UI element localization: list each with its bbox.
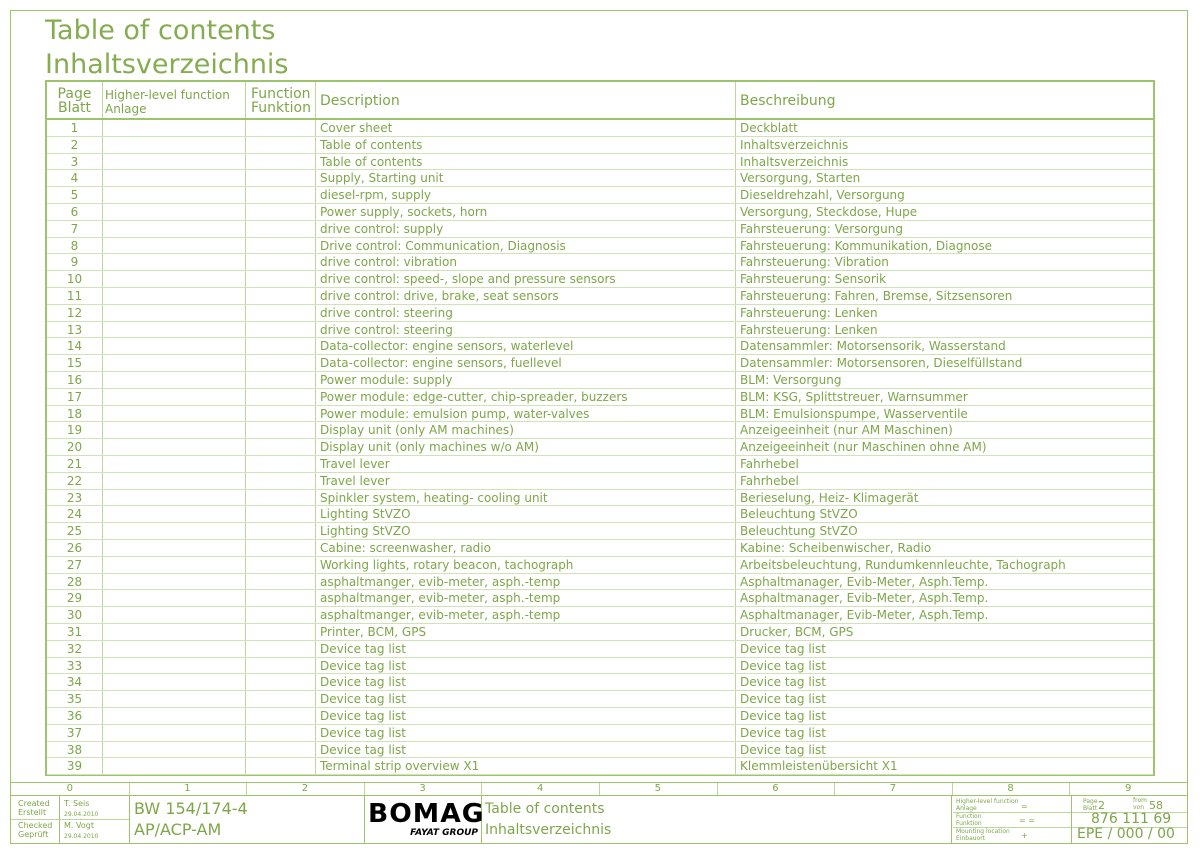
row-beschreibung: Fahrhebel xyxy=(740,473,799,488)
hlf-label-de: Anlage xyxy=(956,805,977,812)
row-description: Device tag list xyxy=(320,692,406,707)
row-page-number: 4 xyxy=(70,171,79,186)
row-page-number: 7 xyxy=(70,221,79,236)
row-beschreibung: Fahrsteuerung: Versorgung xyxy=(740,221,903,236)
sheet-title-de: Inhaltsverzeichnis xyxy=(485,822,612,838)
column-number: 3 xyxy=(419,783,426,794)
bomag-logo xyxy=(366,800,486,840)
table-row xyxy=(47,557,1153,574)
row-page-number: 33 xyxy=(66,658,83,673)
column-number-divider xyxy=(717,783,718,795)
table-row xyxy=(47,154,1153,171)
column-number: 1 xyxy=(184,783,191,794)
column-number-divider xyxy=(952,783,953,795)
column-number: 2 xyxy=(301,783,309,794)
created-date: 29.04.2010 xyxy=(64,811,99,818)
table-row xyxy=(47,422,1153,439)
column-number-divider xyxy=(1069,783,1070,795)
row-description: Printer, BCM, GPS xyxy=(320,625,427,639)
row-page-number: 20 xyxy=(66,440,83,455)
row-page-number: 34 xyxy=(66,675,83,690)
created-label-de: Erstellt xyxy=(18,808,47,817)
row-description: Power module: supply xyxy=(320,373,453,387)
row-page-number: 5 xyxy=(70,188,79,203)
row-page-number: 28 xyxy=(66,574,83,589)
column-number: 8 xyxy=(1007,783,1014,794)
table-row xyxy=(47,691,1153,708)
row-page-number: 27 xyxy=(66,557,83,572)
column-number-divider xyxy=(129,783,130,795)
row-page-number: 26 xyxy=(66,541,83,555)
row-description: drive control: speed-, slope and pressure sensors xyxy=(320,272,616,287)
table-row xyxy=(47,254,1153,271)
checked-label-de: Geprüft xyxy=(18,830,49,839)
header-page-de: Blatt xyxy=(57,100,92,116)
row-description: Data-collector: engine sensors, fuellevel xyxy=(320,356,562,371)
row-description: Display unit (only AM machines) xyxy=(320,423,514,438)
table-row xyxy=(47,624,1153,641)
table-row xyxy=(47,439,1153,456)
row-beschreibung: Device tag list xyxy=(740,675,826,690)
table-row xyxy=(47,221,1153,238)
page-title-de: Inhaltsverzeichnis xyxy=(45,49,289,80)
header-hlf-de: Anlage xyxy=(105,102,147,116)
loc-label-en: Mounting location xyxy=(956,828,1010,835)
table-row xyxy=(47,473,1153,490)
row-beschreibung: Datensammler: Motorsensoren, Dieselfüllstand xyxy=(740,356,1023,371)
table-row xyxy=(47,540,1153,557)
row-page-number: 30 xyxy=(66,608,83,623)
page-value: 2 xyxy=(1098,799,1105,812)
header-func-en: Function xyxy=(251,86,311,102)
table-row xyxy=(47,238,1153,255)
created-by: T. Seis xyxy=(64,799,90,808)
from-label-de: von xyxy=(1133,804,1145,811)
row-description: Travel lever xyxy=(320,473,390,488)
table-row xyxy=(47,170,1153,187)
column-number: 9 xyxy=(1125,783,1132,794)
row-description: Device tag list xyxy=(320,658,406,673)
hlf-label-en: Higher-level function xyxy=(956,798,1019,805)
row-page-number: 36 xyxy=(66,709,83,723)
table-row xyxy=(47,338,1153,355)
row-page-number: 2 xyxy=(70,137,79,152)
table-row xyxy=(47,288,1153,305)
header-description: Description xyxy=(320,93,400,109)
column-number: 6 xyxy=(772,783,779,794)
row-page-number: 21 xyxy=(66,457,83,471)
footer-divider xyxy=(1071,796,1072,843)
table-row xyxy=(47,372,1153,389)
sheet-title-en: Table of contents xyxy=(485,801,605,817)
footer-hline xyxy=(11,819,129,820)
row-description: drive control: drive, brake, seat sensors xyxy=(320,289,559,303)
row-description: Power module: edge-cutter, chip-spreader, buzzers xyxy=(320,389,628,404)
table-row xyxy=(47,490,1153,507)
row-beschreibung: Drucker, BCM, GPS xyxy=(740,625,854,639)
header-higher-level-function xyxy=(105,88,230,124)
row-description: Table of contents xyxy=(320,154,423,169)
row-beschreibung: Fahrsteuerung: Fahren, Bremse, Sitzsensoren xyxy=(740,289,1013,303)
table-row xyxy=(47,322,1153,339)
row-beschreibung: Fahrsteuerung: Lenken xyxy=(740,322,878,337)
column-number: 5 xyxy=(654,783,661,794)
row-page-number: 22 xyxy=(66,473,83,488)
row-beschreibung: Fahrsteuerung: Kommunikation, Diagnose xyxy=(740,238,993,253)
from-label-en: from xyxy=(1133,797,1147,804)
table-row xyxy=(47,506,1153,523)
toc-table xyxy=(45,80,1155,776)
row-beschreibung: Asphaltmanager, Evib-Meter, Asph.Temp. xyxy=(740,608,989,623)
column-number-divider xyxy=(246,783,247,795)
row-beschreibung: Berieselung, Heiz- Klimagerät xyxy=(740,490,919,505)
row-beschreibung: Device tag list xyxy=(740,725,826,740)
row-page-number: 39 xyxy=(66,759,83,774)
header-function xyxy=(251,87,311,123)
row-description: drive control: supply xyxy=(320,221,444,236)
footer-divider xyxy=(129,796,130,843)
column-number-divider xyxy=(364,783,365,795)
row-description: Table of contents xyxy=(320,137,423,152)
header-beschreibung: Beschreibung xyxy=(740,93,836,109)
row-beschreibung: Arbeitsbeleuchtung, Rundumkennleuchte, Tachograph xyxy=(740,557,1066,572)
header-func-de: Funktion xyxy=(251,100,311,116)
row-beschreibung: Deckblatt xyxy=(740,121,798,135)
model-name: BW 154/174-4 xyxy=(134,799,248,818)
row-beschreibung: Versorgung, Steckdose, Hupe xyxy=(740,205,918,219)
row-beschreibung: Inhaltsverzeichnis xyxy=(740,137,849,152)
row-page-number: 32 xyxy=(66,641,83,656)
row-page-number: 18 xyxy=(66,406,83,421)
row-beschreibung: Beleuchtung StVZO xyxy=(740,524,858,539)
column-number-divider xyxy=(481,783,482,795)
row-description: Drive control: Communication, Diagnosis xyxy=(320,238,566,253)
table-row xyxy=(47,590,1153,607)
loc-label-de: Einbauort xyxy=(956,835,986,842)
header-page xyxy=(47,87,102,123)
row-beschreibung: BLM: KSG, Splittstreuer, Warnsummer xyxy=(740,389,968,404)
table-header xyxy=(47,82,1153,120)
column-number: 4 xyxy=(537,783,544,794)
row-beschreibung: Beleuchtung StVZO xyxy=(740,507,858,522)
row-page-number: 35 xyxy=(66,692,83,707)
page-label-en: Page xyxy=(1083,798,1098,805)
row-description: Working lights, rotary beacon, tachograph xyxy=(320,557,574,572)
table-row xyxy=(47,725,1153,742)
row-description: drive control: vibration xyxy=(320,255,457,270)
row-page-number: 31 xyxy=(66,625,83,639)
row-page-number: 29 xyxy=(66,591,83,606)
document-code: EPE / 000 / 00 xyxy=(1077,826,1175,842)
table-row xyxy=(47,187,1153,204)
row-description: Device tag list xyxy=(320,641,406,656)
row-page-number: 13 xyxy=(66,322,83,337)
row-beschreibung: Asphaltmanager, Evib-Meter, Asph.Temp. xyxy=(740,591,989,606)
loc-symbol: + xyxy=(1021,831,1028,840)
row-description: drive control: steering xyxy=(320,322,453,337)
row-description: diesel-rpm, supply xyxy=(320,188,432,203)
row-beschreibung: Device tag list xyxy=(740,709,826,723)
logo-subtitle: FAYAT GROUP xyxy=(410,828,478,838)
row-beschreibung: Dieseldrehzahl, Versorgung xyxy=(740,188,905,203)
document-number: 876 111 69 xyxy=(1091,811,1172,827)
row-page-number: 9 xyxy=(70,255,79,270)
row-description: Lighting StVZO xyxy=(320,507,411,522)
row-description: Power supply, sockets, horn xyxy=(320,205,488,219)
page-title-en: Table of contents xyxy=(45,15,276,46)
row-page-number: 14 xyxy=(66,339,83,354)
table-row xyxy=(47,574,1153,591)
header-hlf-en: Higher-level function xyxy=(105,88,230,102)
row-description: Travel lever xyxy=(320,457,390,471)
func-label-de: Funktion xyxy=(956,820,982,827)
row-beschreibung: Datensammler: Motorsensorik, Wasserstand xyxy=(740,339,1006,354)
row-beschreibung: Asphaltmanager, Evib-Meter, Asph.Temp. xyxy=(740,574,989,589)
func-symbol: = = xyxy=(1019,816,1035,825)
row-beschreibung: Anzeigeeinheit (nur AM Maschinen) xyxy=(740,423,953,438)
row-page-number: 23 xyxy=(66,490,83,505)
table-row xyxy=(47,674,1153,691)
table-row xyxy=(47,355,1153,372)
column-number-strip xyxy=(11,782,1187,796)
table-row xyxy=(47,204,1153,221)
row-page-number: 10 xyxy=(66,272,83,287)
table-row xyxy=(47,120,1153,137)
table-row xyxy=(47,456,1153,473)
row-beschreibung: Fahrsteuerung: Lenken xyxy=(740,305,878,320)
row-page-number: 8 xyxy=(70,238,79,253)
row-description: Cabine: screenwasher, radio xyxy=(320,541,491,555)
row-page-number: 17 xyxy=(66,389,83,404)
row-beschreibung: Anzeigeeinheit (nur Maschinen ohne AM) xyxy=(740,440,987,455)
table-row xyxy=(47,758,1153,775)
page-label-de: Blatt xyxy=(1083,805,1098,812)
checked-by: M. Vogt xyxy=(64,821,94,830)
table-row xyxy=(47,658,1153,675)
row-beschreibung: Device tag list xyxy=(740,742,826,757)
column-number-divider xyxy=(834,783,835,795)
checked-label-en: Checked xyxy=(18,821,53,830)
row-description: Terminal strip overview X1 xyxy=(320,759,480,774)
row-description: Power module: emulsion pump, water-valves xyxy=(320,406,590,421)
table-row xyxy=(47,137,1153,154)
row-description: Device tag list xyxy=(320,709,406,723)
column-number: 7 xyxy=(889,783,897,794)
column-number: 0 xyxy=(66,783,73,794)
row-description: Display unit (only machines w/o AM) xyxy=(320,440,539,455)
row-beschreibung: Kabine: Scheibenwischer, Radio xyxy=(740,541,932,555)
footer-divider xyxy=(364,796,365,843)
row-beschreibung: Device tag list xyxy=(740,692,826,707)
column-number-divider xyxy=(599,783,600,795)
row-beschreibung: Versorgung, Starten xyxy=(740,171,861,186)
row-page-number: 19 xyxy=(66,423,83,438)
row-page-number: 6 xyxy=(70,205,79,219)
title-block xyxy=(11,796,1187,843)
row-description: asphaltmanger, evib-meter, asph.-temp xyxy=(320,608,561,623)
row-beschreibung: Fahrsteuerung: Sensorik xyxy=(740,272,887,287)
table-row xyxy=(47,389,1153,406)
table-row xyxy=(47,271,1153,288)
table-row xyxy=(47,305,1153,322)
row-page-number: 11 xyxy=(66,289,83,303)
row-beschreibung: Device tag list xyxy=(740,658,826,673)
row-page-number: 16 xyxy=(66,373,83,387)
model-variant: AP/ACP-AM xyxy=(134,820,222,839)
row-description: Device tag list xyxy=(320,742,406,757)
table-row xyxy=(47,708,1153,725)
func-label-en: Function xyxy=(956,813,982,820)
row-page-number: 25 xyxy=(66,524,83,539)
row-beschreibung: BLM: Versorgung xyxy=(740,373,842,387)
hlf-symbol: = xyxy=(1021,802,1028,811)
table-row xyxy=(47,742,1153,759)
header-page-en: Page xyxy=(57,86,92,102)
table-row xyxy=(47,406,1153,423)
table-row xyxy=(47,641,1153,658)
row-description: Data-collector: engine sensors, waterlevel xyxy=(320,339,574,354)
row-page-number: 15 xyxy=(66,356,83,371)
row-page-number: 37 xyxy=(66,725,83,740)
row-description: Device tag list xyxy=(320,725,406,740)
row-beschreibung: Device tag list xyxy=(740,641,826,656)
row-description: asphaltmanger, evib-meter, asph.-temp xyxy=(320,591,561,606)
table-row xyxy=(47,607,1153,624)
row-page-number: 1 xyxy=(70,121,79,135)
row-description: Lighting StVZO xyxy=(320,524,411,539)
row-beschreibung: Klemmleistenübersicht X1 xyxy=(740,759,898,774)
footer-divider xyxy=(951,796,952,843)
row-page-number: 3 xyxy=(70,154,79,169)
row-page-number: 12 xyxy=(66,305,83,320)
logo-word: BOMAG xyxy=(368,799,485,829)
row-beschreibung: Fahrsteuerung: Vibration xyxy=(740,255,889,270)
created-label-en: Created xyxy=(18,799,50,808)
row-description: Cover sheet xyxy=(320,121,393,135)
row-beschreibung: Fahrhebel xyxy=(740,457,799,471)
table-row xyxy=(47,523,1153,540)
row-description: Spinkler system, heating- cooling unit xyxy=(320,490,548,505)
row-page-number: 24 xyxy=(66,507,83,522)
row-beschreibung: BLM: Emulsionspumpe, Wasserventile xyxy=(740,406,968,421)
row-description: Supply, Starting unit xyxy=(320,171,444,186)
row-description: asphaltmanger, evib-meter, asph.-temp xyxy=(320,574,561,589)
checked-date: 29.04.2010 xyxy=(64,833,99,840)
row-description: drive control: steering xyxy=(320,305,453,320)
from-value: 58 xyxy=(1149,799,1163,812)
row-beschreibung: Inhaltsverzeichnis xyxy=(740,154,849,169)
row-description: Device tag list xyxy=(320,675,406,690)
row-page-number: 38 xyxy=(66,742,83,757)
